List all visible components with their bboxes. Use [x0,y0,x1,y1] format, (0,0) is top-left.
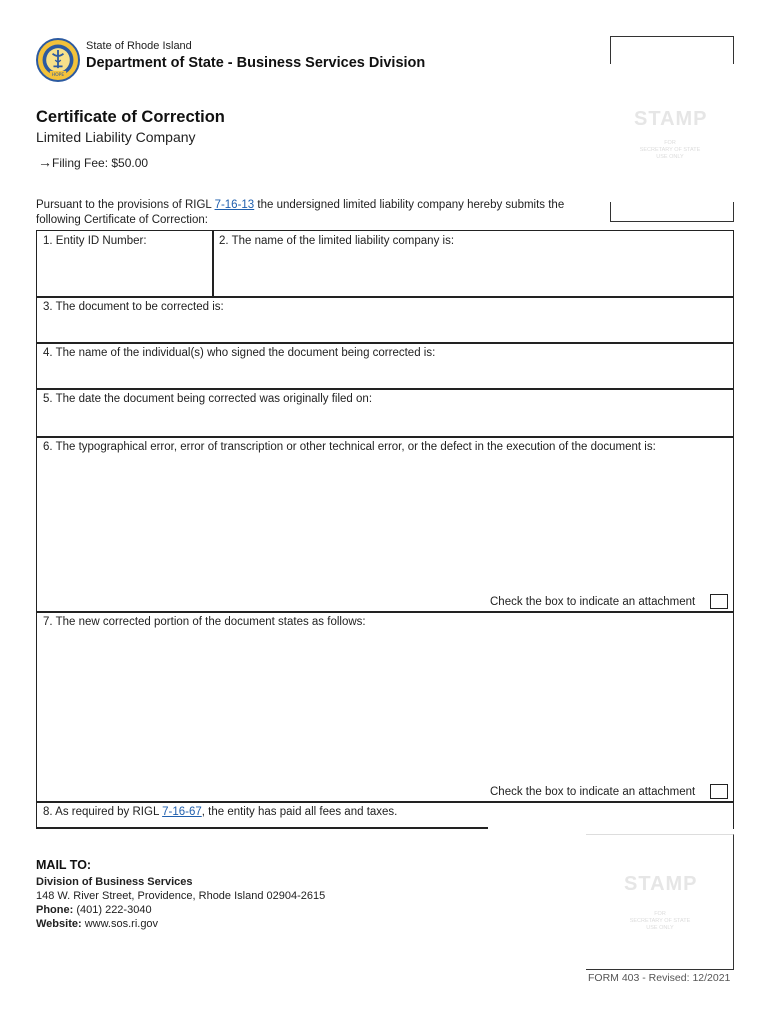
filing-fee-text: Filing Fee: $50.00 [52,156,149,170]
attachment-checkbox-6[interactable] [710,594,728,609]
mail-division: Division of Business Services [36,876,193,888]
field-entity-id[interactable] [36,230,214,298]
field-original-filing-date-label: 5. The date the document being corrected was originally filed on: [43,393,373,405]
mail-website: Website: www.sos.ri.gov [36,918,159,930]
field-document-corrected-label: 3. The document to be corrected is: [43,301,224,313]
stamp-top-note: FOR SECRETARY OF STATE USE ONLY [639,140,701,160]
stamp-top-word: STAMP [634,108,708,130]
rigl-7-16-67-link[interactable]: 7-16-67 [162,806,202,818]
form-subtitle: Limited Liability Company [36,129,196,145]
attachment-checkbox-7[interactable] [710,784,728,799]
state-name: State of Rhode Island [86,40,192,52]
fees-underline [36,827,488,829]
seal-hope-text: HOPE [51,72,65,78]
field-error-description[interactable] [36,436,734,613]
field-entity-id-label: 1. Entity ID Number: [43,235,147,247]
field-document-corrected[interactable] [36,296,734,344]
filing-fee [38,154,148,170]
field-corrected-portion[interactable] [36,611,734,803]
form-title: Certificate of Correction [36,108,225,126]
mail-phone: Phone: (401) 222-3040 [36,904,152,916]
field-error-description-label: 6. The typographical error, error of transcription or other technical error, or the defect in the execution of the document is: [43,441,656,453]
form-number: FORM 403 - Revised: 12/2021 [588,972,731,984]
attachment-note-6: Check the box to indicate an attachment [490,596,696,608]
field-original-filing-date[interactable] [36,388,734,438]
mail-to-heading: MAIL TO: [36,858,92,872]
field-fees-paid: 8. As required by RIGL 7-16-67, the entity has paid all fees and taxes. [36,801,734,829]
department-name: Department of State - Business Services Division [86,55,426,71]
field-signer-names-label: 4. The name of the individual(s) who signed the document being corrected is: [43,347,436,359]
rigl-7-16-13-link[interactable]: 7-16-13 [214,199,255,211]
arrow-right-icon: → [38,154,52,170]
field-llc-name-label: 2. The name of the limited liability company is: [219,235,455,247]
field-llc-name[interactable] [212,230,734,298]
state-seal-icon [36,38,80,82]
mail-address: 148 W. River Street, Providence, Rhode Island 02904-2615 [36,890,326,902]
attachment-note-7: Check the box to indicate an attachment [490,786,696,798]
field-signer-names[interactable] [36,342,734,390]
stamp-box-top [610,36,734,222]
field-corrected-portion-label: 7. The new corrected portion of the document states as follows: [43,616,366,628]
correction-form [36,230,734,830]
stamp-box-bottom [586,834,734,970]
stamp-bottom-word: STAMP [624,873,698,895]
intro-paragraph: Pursuant to the provisions of RIGL 7-16-13 the undersigned limited liability company hereby submits the following Certificate of Correction: [36,199,565,226]
stamp-bottom-note: FOR SECRETARY OF STATE USE ONLY [629,911,691,931]
